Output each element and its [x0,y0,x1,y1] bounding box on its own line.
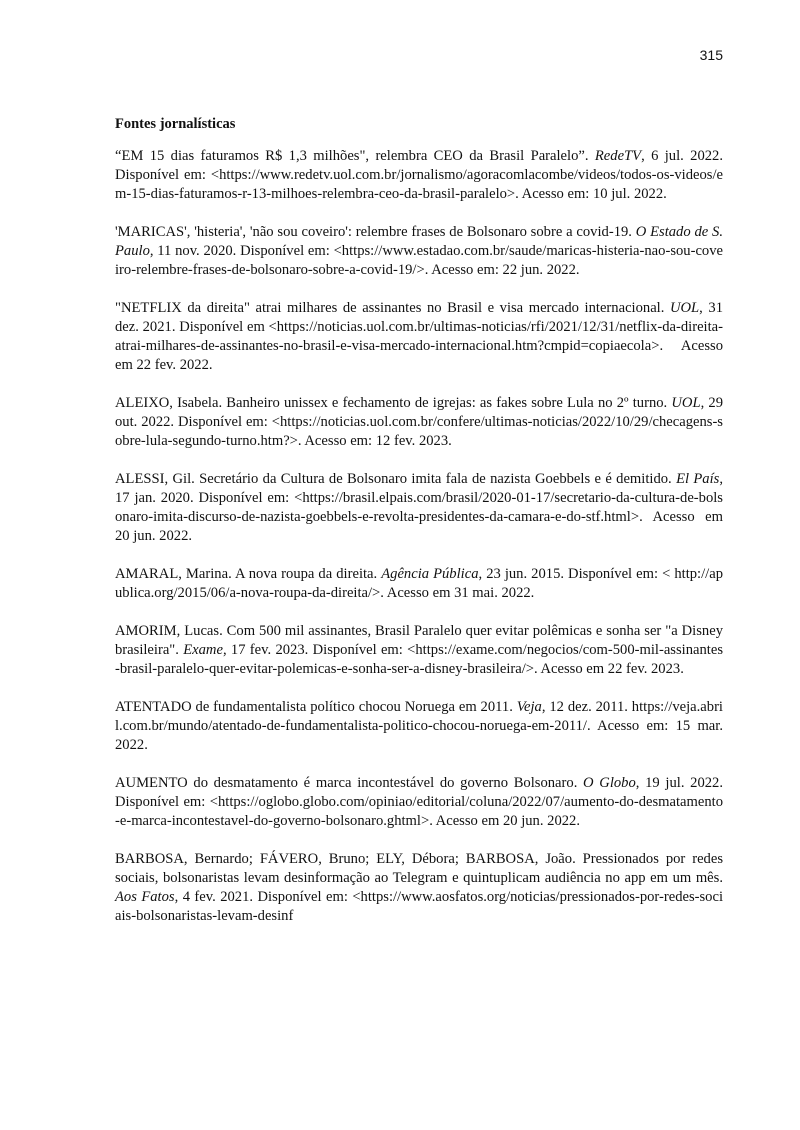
reference-entry: “EM 15 dias faturamos R$ 1,3 milhões", relembra CEO da Brasil Paralelo”. RedeTV, 6 jul. 2022. Disponível em: <https://www.redetv.uol.com.br/jornalismo/agoracomlacombe/videos/todos-os-videos/em-15-dias-faturamos-r-13-milhoes-relembra-ceo-da-brasil-paralelo>. Acesso em: 10 jul. 2022. [115,148,723,202]
reference-url: <https://noticias.uol.com.br/ultimas-noticias/rfi/2021/12/31/netflix-da-direita-atrai-milhares-de-assinantes-no-brasil-e-visa-mercado-internacional.htm?cmpid=copiaecola> [115,319,723,354]
reference-entry: AMARAL, Marina. A nova roupa da direita. Agência Pública, 23 jun. 2015. Disponível em: < http://apublica.org/2015/06/a-nova-roupa-da-direita/>. Acesso em 31 mai. 2022. [115,566,724,601]
reference-url: <https://www.aosfatos.org/noticias/pressionados-por-redes-sociais-bolsonaristas-levam-desinf [115,889,724,924]
reference-url: https://veja.abril.com.br/mundo/atentado-de-fundamentalista-politico-chocou-noruega-em-2011/ [115,699,723,734]
reference-entry: BARBOSA, Bernardo; FÁVERO, Bruno; ELY, Débora; BARBOSA, João. Pressionados por redes sociais, bolsonaristas levam desinformação ao Telegram e quintuplicam audiência no app em um mês. Aos Fatos, 4 fev. 2021. Disponível em: <https://www.aosfatos.org/noticias/pressionados-por-redes-sociais-bolsonaristas-levam-desinf [115,851,724,924]
reference-entry: ALESSI, Gil. Secretário da Cultura de Bolsonaro imita fala de nazista Goebbels e é demitido. El País, 17 jan. 2020. Disponível em: <https://brasil.elpais.com/brasil/2020-01-17/secretario-da-cultura-de-bolsonaro-imita-discurso-de-nazista-goebbels-e-revolta-presidentes-da-camara-e-do-stf.html>. Acesso em 20 jun. 2022. [115,471,723,544]
reference-entry: 'MARICAS', 'histeria', 'não sou coveiro': relembre frases de Bolsonaro sobre a covid-19. O Estado de S. Paulo, 11 nov. 2020. Disponível em: <https://www.estadao.com.br/saude/maricas-histeria-nao-sou-coveiro-relembre-frases-de-bolsonaro-sobre-a-covid-19/>. Acesso em: 22 jun. 2022. [115,224,723,278]
reference-url: <https://brasil.elpais.com/brasil/2020-01-17/secretario-da-cultura-de-bolsonaro-imita-discurso-de-nazista-goebbels-e-revolta-presidentes-da-camara-e-do-stf.html> [115,490,723,525]
reference-entry: "NETFLIX da direita" atrai milhares de assinantes no Brasil e visa mercado internacional. UOL, 31 dez. 2021. Disponível em <https://noticias.uol.com.br/ultimas-noticias/rfi/2021/12/31/netflix-da-direita-atrai-milhares-de-assinantes-no-brasil-e-visa-mercado-internacional.htm?cmpid=copiaecola>. Acesso em 22 fev. 2022. [115,300,723,373]
reference-url: <https://www.redetv.uol.com.br/jornalismo/agoracomlacombe/videos/todos-os-videos/em-15-dias-faturamos-r-13-milhoes-relembra-ceo-da-brasil-paralelo> [115,167,723,202]
reference-entry: AMORIM, Lucas. Com 500 mil assinantes, Brasil Paralelo quer evitar polêmicas e sonha ser "a Disney brasileira". Exame, 17 fev. 2023. Disponível em: <https://exame.com/negocios/com-500-mil-assinantes-brasil-paralelo-quer-evitar-polemicas-e-sonha-ser-a-disney-brasileira/>. Acesso em 22 fev. 2023. [115,623,724,677]
reference-list [115,147,723,945]
reference-url: http://apublica.org/2015/06/a-nova-roupa-da-direita/> [115,566,724,601]
page-number: 315 [699,47,723,63]
reference-entry: ALEIXO, Isabela. Banheiro unissex e fechamento de igrejas: as fakes sobre Lula no 2º turno. UOL, 29 out. 2022. Disponível em: <https://noticias.uol.com.br/confere/ultimas-noticias/2022/10/29/checagens-sobre-lula-segundo-turno.htm?>. Acesso em: 12 fev. 2023. [115,395,724,449]
reference-url: <https://www.estadao.com.br/saude/maricas-histeria-nao-sou-coveiro-relembre-frases-de-bolsonaro-sobre-a-covid-19/> [115,243,723,278]
section-heading: Fontes jornalísticas [115,116,236,132]
reference-url: <https://exame.com/negocios/com-500-mil-assinantes-brasil-paralelo-quer-evitar-polemicas-e-sonha-ser-a-disney-brasileira/> [115,642,724,677]
reference-entry: AUMENTO do desmatamento é marca incontestável do governo Bolsonaro. O Globo, 19 jul. 2022. Disponível em: <https://oglobo.globo.com/opiniao/editorial/coluna/2022/07/aumento-do-desmatamento-e-marca-incontestavel-do-governo-bolsonaro.ghtml>. Acesso em 20 jun. 2022. [115,775,724,829]
reference-entry: ATENTADO de fundamentalista político chocou Noruega em 2011. Veja, 12 dez. 2011. https://veja.abril.com.br/mundo/atentado-de-fundamentalista-politico-chocou-noruega-em-2011/. Acesso em: 15 mar. 2022. [115,699,723,753]
reference-url: <https://noticias.uol.com.br/confere/ultimas-noticias/2022/10/29/checagens-sobre-lula-segundo-turno.htm?> [115,414,723,449]
reference-url: <https://oglobo.globo.com/opiniao/editorial/coluna/2022/07/aumento-do-desmatamento-e-marca-incontestavel-do-governo-bolsonaro.ghtml> [115,794,723,829]
